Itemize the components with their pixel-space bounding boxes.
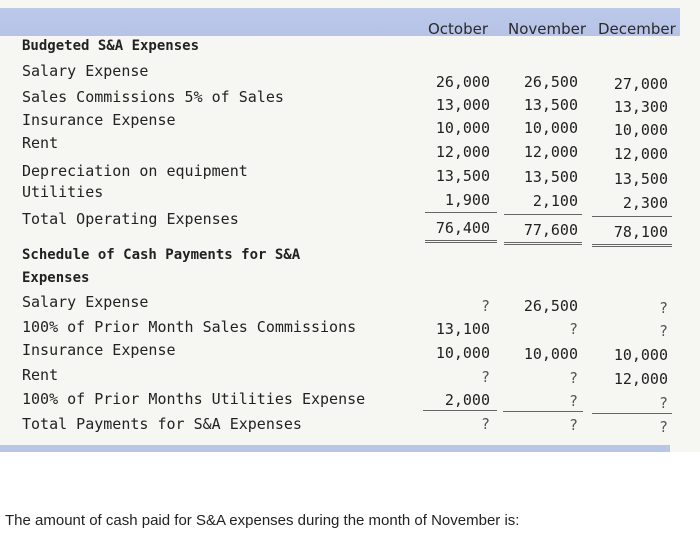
schedule-row-label: 100% of Prior Month Sales Commissions	[22, 318, 357, 336]
budget-row-label: Insurance Expense	[22, 111, 176, 129]
budget-cell: 26,500	[523, 73, 578, 91]
schedule-cell: 2,000	[444, 391, 490, 409]
double-underline	[425, 240, 497, 243]
budget-cell: 13,500	[435, 167, 490, 185]
budget-cell: 12,000	[523, 143, 578, 161]
budget-cell: 13,500	[523, 96, 578, 114]
schedule-title-cont: Expenses	[22, 270, 90, 286]
schedule-cell: ?	[658, 322, 668, 340]
underline	[592, 216, 672, 217]
budget-total-cell: 78,100	[613, 223, 668, 241]
bottom-band	[0, 445, 670, 452]
schedule-cell: ?	[658, 394, 668, 412]
budget-row-label: Sales Commissions 5% of Sales	[22, 88, 284, 106]
budget-cell: 10,000	[435, 119, 490, 137]
underline	[503, 411, 583, 412]
question-text: The amount of cash paid for S&A expenses during the month of November is:	[5, 512, 520, 529]
budget-cell: 13,500	[523, 168, 578, 186]
budget-cell: 2,300	[622, 194, 668, 212]
underline	[592, 413, 672, 414]
schedule-row-label: Rent	[22, 366, 59, 384]
schedule-total-cell: ?	[568, 416, 578, 434]
schedule-row-label: Salary Expense	[22, 293, 149, 311]
schedule-total-cell: ?	[480, 415, 490, 433]
budget-cell: 2,100	[532, 192, 578, 210]
budget-row-label: Rent	[22, 134, 59, 152]
schedule-cell: ?	[480, 368, 490, 386]
budget-cell: 13,300	[613, 98, 668, 116]
schedule-cell: ?	[480, 297, 490, 315]
double-underline	[504, 242, 582, 245]
budget-cell: 1,900	[444, 191, 490, 209]
budget-cell: 26,000	[435, 73, 490, 91]
schedule-cell: ?	[658, 299, 668, 317]
underline	[504, 214, 582, 215]
budget-cell: 27,000	[613, 75, 668, 93]
month-header-october: October	[428, 20, 489, 38]
budget-cell: 10,000	[613, 121, 668, 139]
underline	[423, 410, 497, 411]
budget-total-cell: 76,400	[435, 219, 490, 237]
schedule-cell: ?	[568, 392, 578, 410]
schedule-row-label: 100% of Prior Months Utilities Expense	[22, 390, 366, 408]
schedule-cell: ?	[568, 369, 578, 387]
budget-cell: 13,500	[613, 170, 668, 188]
schedule-cell: ?	[568, 320, 578, 338]
schedule-row-label: Insurance Expense	[22, 341, 176, 359]
month-header-november: November	[508, 20, 587, 38]
schedule-cell: 26,500	[523, 297, 578, 315]
budget-row-label: Salary Expense	[22, 62, 149, 80]
budget-cell: 10,000	[523, 119, 578, 137]
schedule-cell: 13,100	[435, 320, 490, 338]
schedule-cell: 10,000	[435, 344, 490, 362]
budget-cell: 13,000	[435, 96, 490, 114]
schedule-cell: 10,000	[523, 345, 578, 363]
budget-total-cell: 77,600	[523, 221, 578, 239]
budget-total-label: Total Operating Expenses	[22, 210, 239, 228]
month-header-december: December	[598, 20, 676, 38]
schedule-cell: 10,000	[613, 346, 668, 364]
budget-cell: 12,000	[435, 143, 490, 161]
budget-title: Budgeted S&A Expenses	[22, 38, 200, 54]
budget-row-label: Utilities	[22, 183, 104, 201]
schedule-title: Schedule of Cash Payments for S&A	[22, 247, 301, 263]
schedule-total-cell: ?	[658, 418, 668, 436]
underline	[425, 212, 497, 213]
schedule-total-label: Total Payments for S&A Expenses	[22, 415, 302, 433]
budget-cell: 12,000	[613, 145, 668, 163]
budget-row-label: Depreciation on equipment	[22, 162, 248, 180]
schedule-cell: 12,000	[613, 370, 668, 388]
double-underline	[592, 244, 672, 247]
